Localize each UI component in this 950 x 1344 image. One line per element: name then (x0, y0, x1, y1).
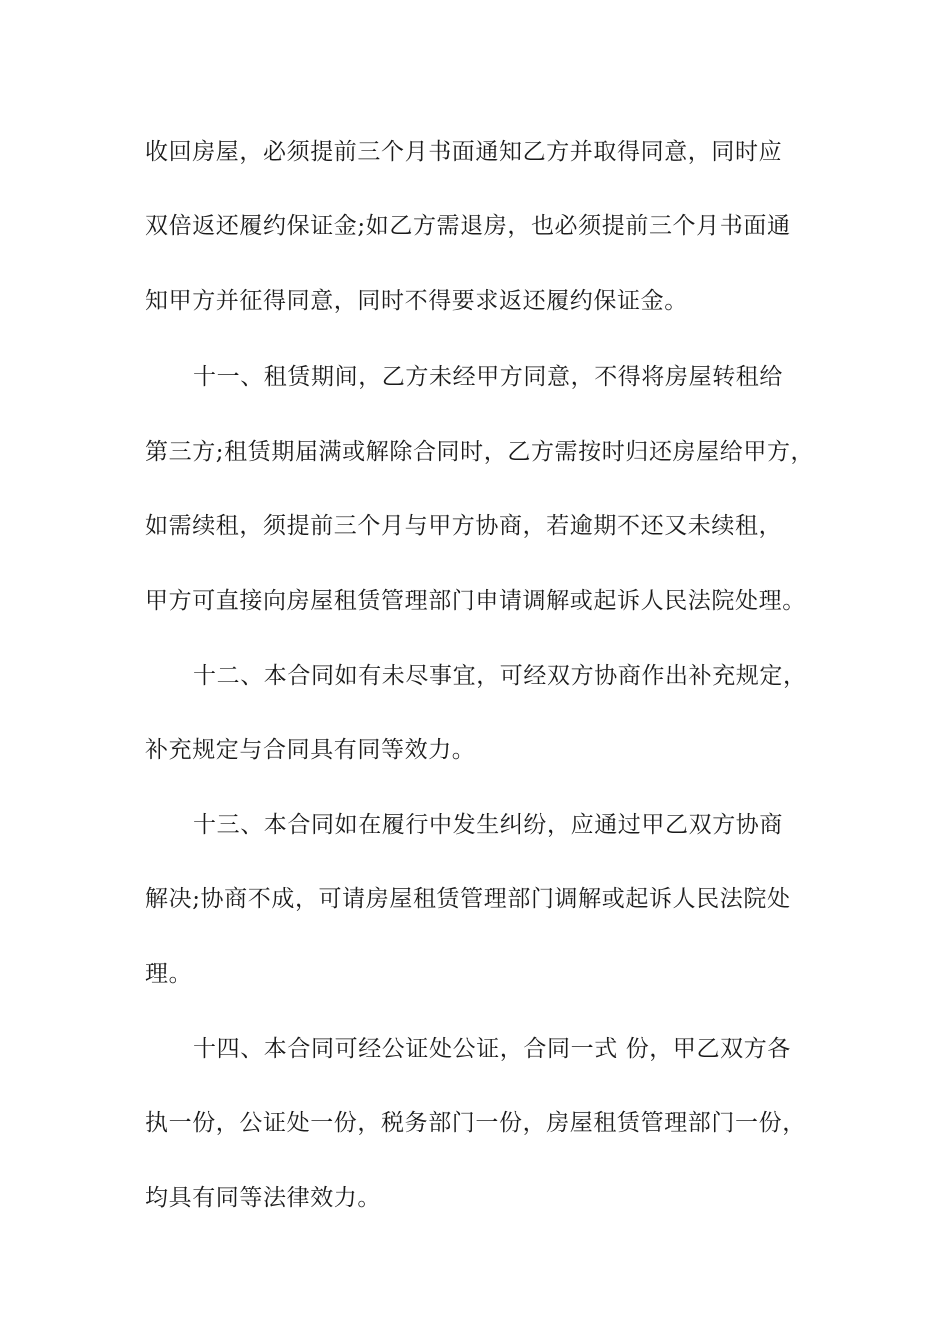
paragraph-line: 收回房屋，必须提前三个月书面通知乙方并取得同意，同时应 (145, 139, 783, 165)
clause-12-start: 十二、本合同如有未尽事宜，可经双方协商作出补充规定， (193, 663, 807, 689)
paragraph-line: 均具有同等法律效力。 (145, 1185, 381, 1211)
clause-11-start: 十一、租赁期间，乙方未经甲方同意，不得将房屋转租给 (193, 364, 783, 390)
clause-14-start: 十四、本合同可经公证处公证，合同一式 份，甲乙双方各 (193, 1036, 791, 1062)
paragraph-line: 知甲方并征得同意，同时不得要求返还履约保证金。 (145, 288, 688, 314)
paragraph-line: 如需续租，须提前三个月与甲方协商，若逾期不还又未续租， (145, 513, 783, 539)
paragraph-line: 补充规定与合同具有同等效力。 (145, 737, 476, 763)
paragraph-line: 双倍返还履约保证金;如乙方需退房，也必须提前三个月书面通 (145, 213, 791, 239)
paragraph-line: 甲方可直接向房屋租赁管理部门申请调解或起诉人民法院处理。 (145, 588, 806, 614)
paragraph-line: 理。 (145, 961, 193, 987)
clause-13-start: 十三、本合同如在履行中发生纠纷，应通过甲乙双方协商 (193, 812, 783, 838)
paragraph-line: 执一份，公证处一份，税务部门一份，房屋租赁管理部门一份， (145, 1110, 806, 1136)
paragraph-line: 第三方;租赁期届满或解除合同时，乙方需按时归还房屋给甲方， (145, 439, 815, 465)
paragraph-line: 解决;协商不成，可请房屋租赁管理部门调解或起诉人民法院处 (145, 886, 791, 912)
